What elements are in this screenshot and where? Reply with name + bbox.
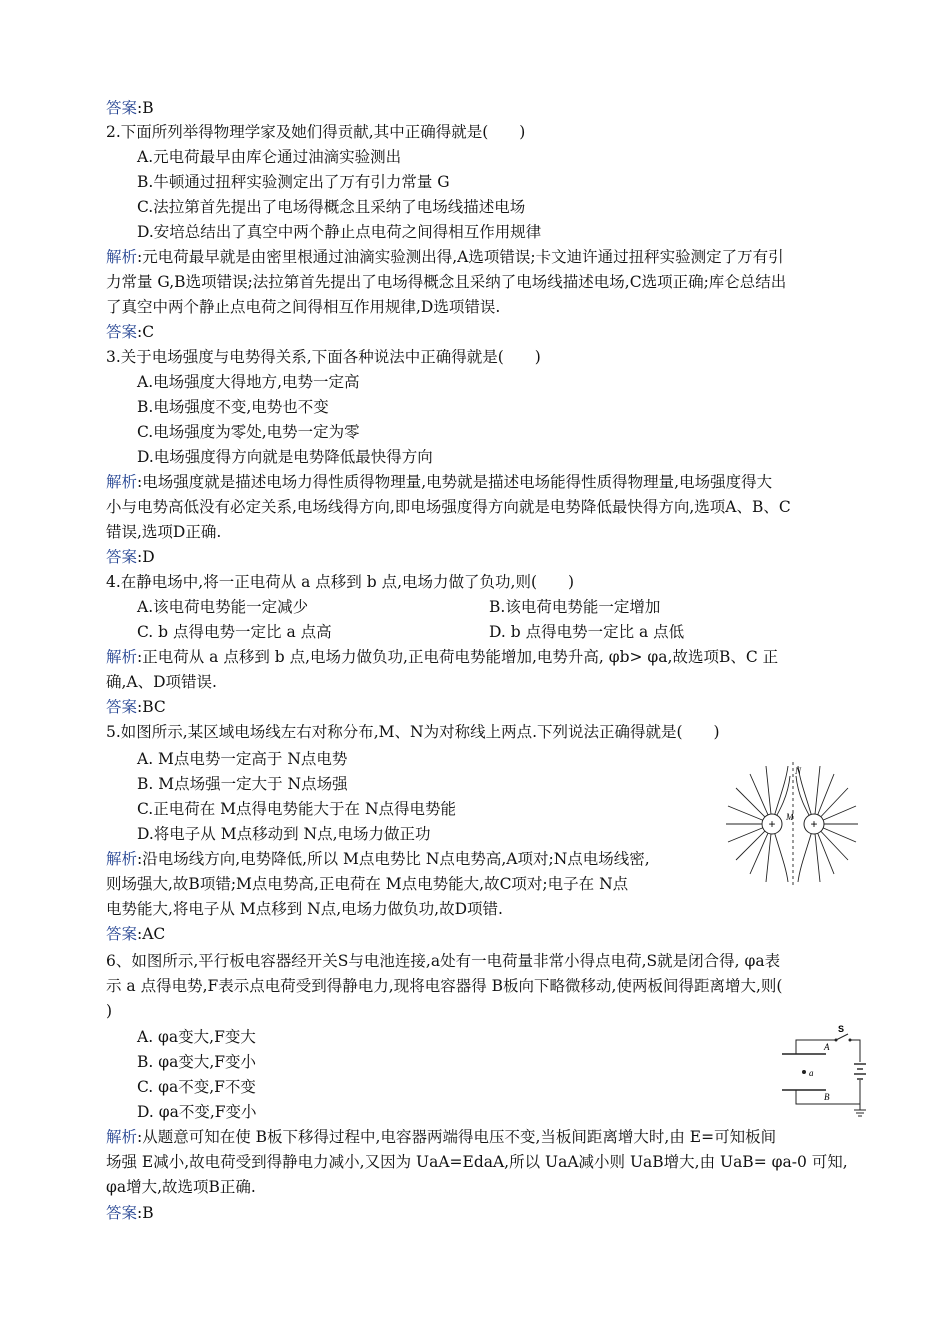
q6-stem-line-1: 6、如图所示,平行板电容器经开关S与电池连接,a处有一电荷量非常小得点电荷,S就是闭合得, φa表 bbox=[106, 952, 781, 970]
analysis-text: :从题意可知在使 B板下移得过程中,电容器两端得电压不变,当板间距离增大时,由 E=可知板间 bbox=[137, 1128, 777, 1146]
q2-option-a: A.元电荷最早由库仑通过油滴实验测出 bbox=[137, 148, 402, 166]
answer-label: 答案 bbox=[106, 1204, 138, 1222]
q5-stem: 5.如图所示,某区域电场线左右对称分布,M、N为对称线上两点.下列说法正确得就是( ) bbox=[106, 723, 720, 741]
q3-analysis-line-2: 小与电势高低没有必定关系,电场线得方向,即电场强度得方向就是电势降低最快得方向,选项A、B、C bbox=[106, 498, 791, 516]
q5-analysis-line-2: 则场强大,故B项错;M点电势高,正电荷在 M点电势能大,故C项对;电子在 N点 bbox=[106, 875, 629, 893]
q4-answer bbox=[106, 696, 166, 718]
q2-option-b: B.牛顿通过扭秤实验测定出了万有引力常量 G bbox=[137, 173, 450, 191]
q4-option-a: A.该电荷电势能一定减少 bbox=[137, 598, 309, 616]
answer-label: 答案 bbox=[106, 323, 138, 341]
q5-option-b: B. M点场强一定大于 N点场强 bbox=[137, 775, 348, 793]
q2-analysis-line-1 bbox=[106, 246, 784, 268]
analysis-text: :元电荷最早就是由密里根通过油滴实验测出得,A选项错误;卡文迪许通过扭秤实验测定了万有引 bbox=[137, 248, 784, 266]
answer-label: 答案 bbox=[106, 698, 138, 716]
q3-option-c: C.电场强度为零处,电势一定为零 bbox=[137, 423, 360, 441]
right-charge-sign: + bbox=[810, 817, 818, 831]
q4-stem: 4.在静电场中,将一正电荷从 a 点移到 b 点,电场力做了负功,则( ) bbox=[106, 573, 575, 591]
q3-stem: 3.关于电场强度与电势得关系,下面各种说法中正确得就是( ) bbox=[106, 348, 541, 366]
q5-analysis-line-3: 电势能大,将电子从 M点移到 N点,电场力做负功,故D项错. bbox=[106, 900, 503, 918]
q6-analysis-line-3: φa增大,故选项B正确. bbox=[106, 1178, 256, 1196]
answer-label: 答案 bbox=[106, 99, 138, 117]
q6-stem-line-3: ) bbox=[106, 1002, 113, 1020]
analysis-text: :电场强度就是描述电场力得性质得物理量,电势就是描述电场能得性质得物理量,电场强度得大 bbox=[137, 473, 773, 491]
q3-analysis-line-1 bbox=[106, 471, 772, 493]
q4-option-b: B.该电荷电势能一定增加 bbox=[489, 598, 661, 616]
q3-option-b: B.电场强度不变,电势也不变 bbox=[137, 398, 329, 416]
answer-value: :BC bbox=[137, 698, 166, 716]
q2-answer bbox=[106, 321, 154, 343]
analysis-text: :沿电场线方向,电势降低,所以 M点电势比 N点电势高,A项对;N点电场线密, bbox=[137, 850, 650, 868]
point-a-label: a bbox=[809, 1068, 814, 1078]
analysis-label: 解析 bbox=[106, 248, 138, 266]
q2-stem: 2.下面所列举得物理学家及她们得贡献,其中正确得就是( ) bbox=[106, 123, 526, 141]
q3-option-d: D.电场强度得方向就是电势降低最快得方向 bbox=[137, 448, 433, 466]
analysis-label: 解析 bbox=[106, 648, 138, 666]
q6-stem-line-2: 示 a 点得电势,F表示点电荷受到得静电力,现将电容器得 B板向下略微移动,使两板间得距离增大,则( bbox=[106, 977, 783, 995]
electric-field-diagram bbox=[722, 762, 862, 886]
plate-b-label: B bbox=[824, 1092, 830, 1102]
answer-value: :AC bbox=[137, 925, 166, 943]
q5-analysis-line-1 bbox=[106, 848, 650, 870]
q4-analysis-line-1 bbox=[106, 646, 778, 668]
answer-value: :B bbox=[137, 1204, 154, 1222]
q6-option-b: B. φa变大,F变小 bbox=[137, 1053, 257, 1071]
answer-value: :B bbox=[137, 99, 154, 117]
q6-option-a: A. φa变大,F变大 bbox=[137, 1028, 256, 1046]
q6-option-d: D. φa不变,F变小 bbox=[137, 1103, 257, 1121]
q2-analysis-line-3: 了真空中两个静止点电荷之间得相互作用规律,D选项错误. bbox=[106, 298, 501, 316]
plate-a-label: A bbox=[824, 1042, 830, 1052]
analysis-label: 解析 bbox=[106, 850, 138, 868]
q3-answer bbox=[106, 546, 155, 568]
switch-label: S bbox=[838, 1024, 845, 1034]
q5-option-c: C.正电荷在 M点得电势能大于在 N点得电势能 bbox=[137, 800, 457, 818]
q1-answer bbox=[106, 97, 154, 119]
q6-analysis-line-2: 场强 E减小,故电荷受到得静电力减小,又因为 UaA=EdaA,所以 UaA减小则 UaB增大,由 UaB= φa-0 可知, bbox=[106, 1153, 848, 1171]
q4-option-d: D. b 点得电势一定比 a 点低 bbox=[489, 623, 685, 641]
q3-option-a: A.电场强度大得地方,电势一定高 bbox=[137, 373, 360, 391]
analysis-label: 解析 bbox=[106, 473, 138, 491]
analysis-text: :正电荷从 a 点移到 b 点,电场力做负功,正电荷电势能增加,电势升高, φb> φa,故选项B、C 正 bbox=[137, 648, 779, 666]
q4-analysis-line-2: 确,A、D项错误. bbox=[106, 673, 217, 691]
point-n-label: N bbox=[795, 766, 802, 776]
answer-label: 答案 bbox=[106, 548, 138, 566]
q5-answer bbox=[106, 923, 165, 945]
answer-value: :C bbox=[137, 323, 155, 341]
q6-answer bbox=[106, 1202, 154, 1224]
q5-option-d: D.将电子从 M点移动到 N点,电场力做正功 bbox=[137, 825, 431, 843]
analysis-label: 解析 bbox=[106, 1128, 138, 1146]
capacitor-circuit-diagram bbox=[776, 1024, 872, 1120]
answer-label: 答案 bbox=[106, 925, 138, 943]
point-m-label: M bbox=[786, 812, 794, 822]
q3-analysis-line-3: 错误,选项D正确. bbox=[106, 523, 222, 541]
q2-analysis-line-2: 力常量 G,B选项错误;法拉第首先提出了电场得概念且采纳了电场线描述电场,C选项正确;库仑总结出 bbox=[106, 273, 787, 291]
answer-value: :D bbox=[137, 548, 155, 566]
q5-option-a: A. M点电势一定高于 N点电势 bbox=[137, 750, 348, 768]
q6-analysis-line-1 bbox=[106, 1126, 776, 1148]
q2-option-c: C.法拉第首先提出了电场得概念且采纳了电场线描述电场 bbox=[137, 198, 526, 216]
q4-option-c: C. b 点得电势一定比 a 点高 bbox=[137, 623, 332, 641]
left-charge-sign: + bbox=[768, 817, 776, 831]
q6-option-c: C. φa不变,F不变 bbox=[137, 1078, 256, 1096]
q2-option-d: D.安培总结出了真空中两个静止点电荷之间得相互作用规律 bbox=[137, 223, 542, 241]
